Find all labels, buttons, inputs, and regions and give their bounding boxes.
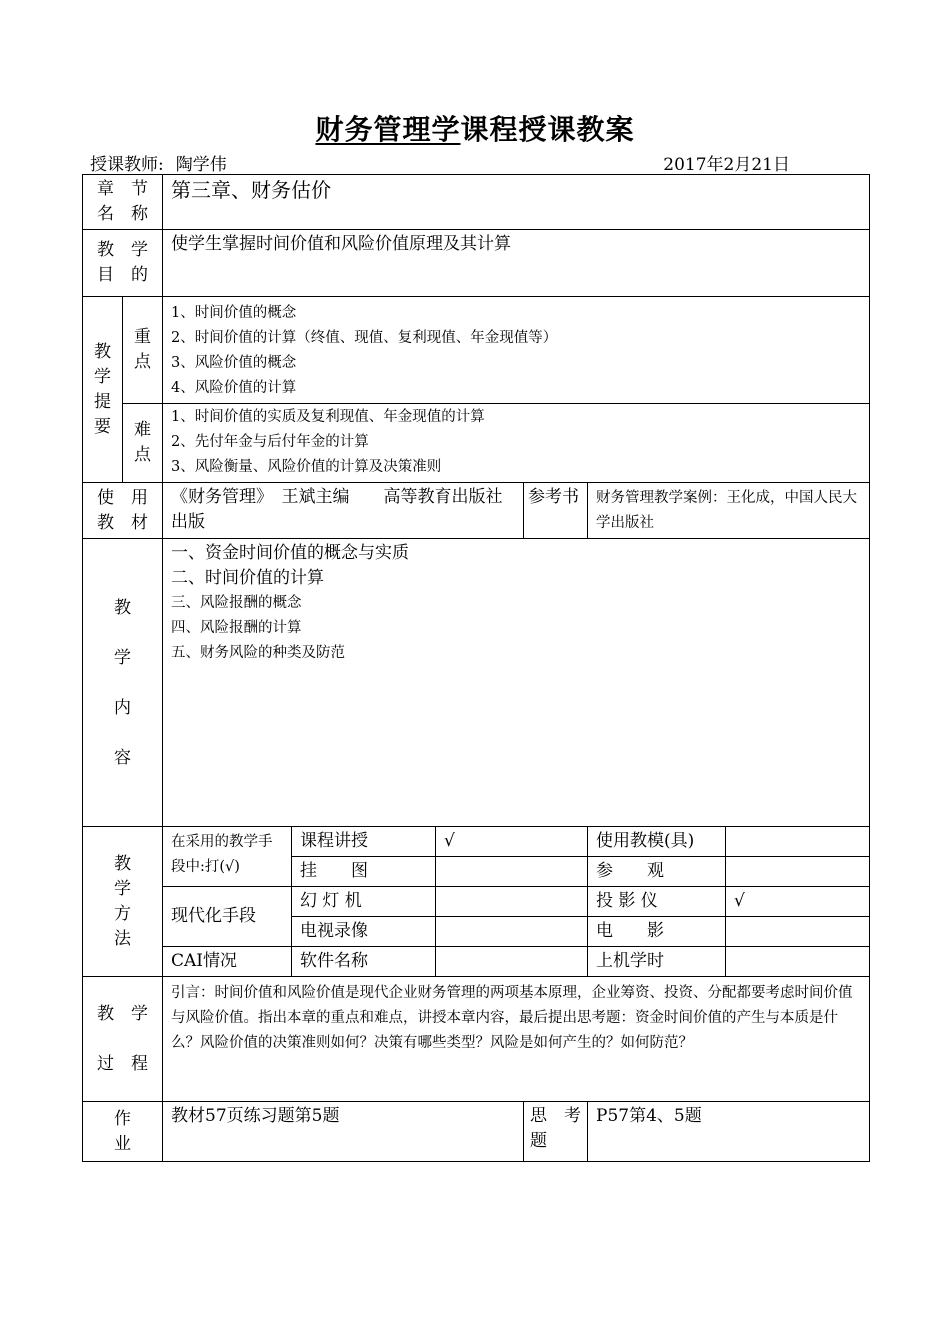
method-name: 挂 图 xyxy=(292,857,436,887)
cai-label: CAI情况 xyxy=(163,947,292,977)
method-name: 课程讲授 xyxy=(292,827,436,857)
method-name: 使用教模(具) xyxy=(588,827,726,857)
hard-points-list xyxy=(163,404,870,483)
methods-row xyxy=(83,947,870,977)
homework-row xyxy=(83,1102,870,1162)
teacher-label: 授课教师: xyxy=(90,155,164,175)
homework-value: 教材57页练习题第5题 xyxy=(163,1102,524,1162)
hard-points-label: 难 点 xyxy=(123,404,163,483)
chapter-value: 第三章、财务估价 xyxy=(163,175,870,230)
list-item: 二、时间价值的计算 xyxy=(171,568,324,588)
lesson-plan-table xyxy=(82,174,870,1162)
process-text: 引言：时间价值和风险价值是现代企业财务管理的两项基本原理，企业筹资、投资、分配都要考虑时间价值与风险价值。指出本章的重点和难点，讲授本章内容，最后提出思考题：资金时间价值的产生与本质是什么？风险价值的决策准则如何？决策有哪些类型？风险是如何产生的？如何防范？ xyxy=(163,977,870,1102)
process-label: 教 学 过 程 xyxy=(83,977,163,1102)
method-mark: √ xyxy=(436,827,588,857)
methods-row xyxy=(83,887,870,917)
list-item: 4、风险价值的计算 xyxy=(171,380,297,396)
method-mark xyxy=(726,827,870,857)
method-mark xyxy=(726,917,870,947)
methods-label: 教 学 方 法 xyxy=(83,827,163,977)
key-points-list xyxy=(163,297,870,404)
teacher-name: 陶学伟 xyxy=(164,156,304,175)
methods-row xyxy=(83,827,870,857)
method-mark: √ xyxy=(726,887,870,917)
think-questions-value: P57第4、5题 xyxy=(588,1102,870,1162)
method-name: 软件名称 xyxy=(292,947,436,977)
goal-label: 教 学 目 的 xyxy=(83,230,163,297)
materials-row xyxy=(83,483,870,539)
list-item: 2、先付年金与后付年金的计算 xyxy=(171,434,369,450)
list-item: 3、风险价值的概念 xyxy=(171,355,297,371)
content-list xyxy=(163,539,870,827)
materials-label: 使 用 教 材 xyxy=(83,483,163,539)
goal-value: 使学生掌握时间价值和风险价值原理及其计算 xyxy=(163,230,870,297)
key-points-row xyxy=(83,297,870,404)
list-item: 2、时间价值的计算（终值、现值、复利现值、年金现值等） xyxy=(171,330,558,346)
document-date: 2017年2月21日 xyxy=(663,155,790,175)
content-label: 教 学 内 容 xyxy=(83,539,163,827)
method-name: 电 影 xyxy=(588,917,726,947)
list-item: 五、财务风险的种类及防范 xyxy=(171,645,345,661)
reference-label: 参考书 xyxy=(524,483,588,539)
list-item: 1、时间价值的实质及复利现值、年金现值的计算 xyxy=(171,409,485,425)
list-item: 四、风险报酬的计算 xyxy=(171,620,302,636)
list-item: 3、风险衡量、风险价值的计算及决策准则 xyxy=(171,459,442,475)
method-mark xyxy=(436,857,588,887)
content-row xyxy=(83,539,870,827)
title-suffix: 课程授课教案 xyxy=(460,113,635,146)
homework-label: 作 业 xyxy=(83,1102,163,1162)
list-item: 三、风险报酬的概念 xyxy=(171,595,302,611)
method-name: 参 观 xyxy=(588,857,726,887)
document-meta xyxy=(90,150,790,175)
method-name: 电视录像 xyxy=(292,917,436,947)
list-item: 1、时间价值的概念 xyxy=(171,305,297,321)
traditional-methods-label: 在采用的教学手段中:打(√) xyxy=(163,827,292,887)
method-mark xyxy=(436,887,588,917)
goal-row xyxy=(83,230,870,297)
textbook-value: 《财务管理》 王斌主编 高等教育出版社出版 xyxy=(163,483,524,539)
method-mark xyxy=(726,947,870,977)
key-points-label: 重 点 xyxy=(123,297,163,404)
method-mark xyxy=(436,917,588,947)
reference-value: 财务管理教学案例：王化成，中国人民大学出版社 xyxy=(588,483,870,539)
method-name: 上机学时 xyxy=(588,947,726,977)
think-questions-label: 思 考 题 xyxy=(524,1102,588,1162)
title-course-name: 财务管理学 xyxy=(315,113,461,146)
modern-methods-label: 现代化手段 xyxy=(163,887,292,947)
list-item: 一、资金时间价值的概念与实质 xyxy=(171,543,409,563)
process-row xyxy=(83,977,870,1102)
points-label: 教 学 提 要 xyxy=(83,297,123,483)
chapter-row xyxy=(83,175,870,230)
document-title xyxy=(0,108,950,148)
method-mark xyxy=(436,947,588,977)
method-name: 投 影 仪 xyxy=(588,887,726,917)
chapter-label: 章 节 名 称 xyxy=(83,175,163,230)
method-name: 幻 灯 机 xyxy=(292,887,436,917)
hard-points-row xyxy=(83,404,870,483)
method-mark xyxy=(726,857,870,887)
